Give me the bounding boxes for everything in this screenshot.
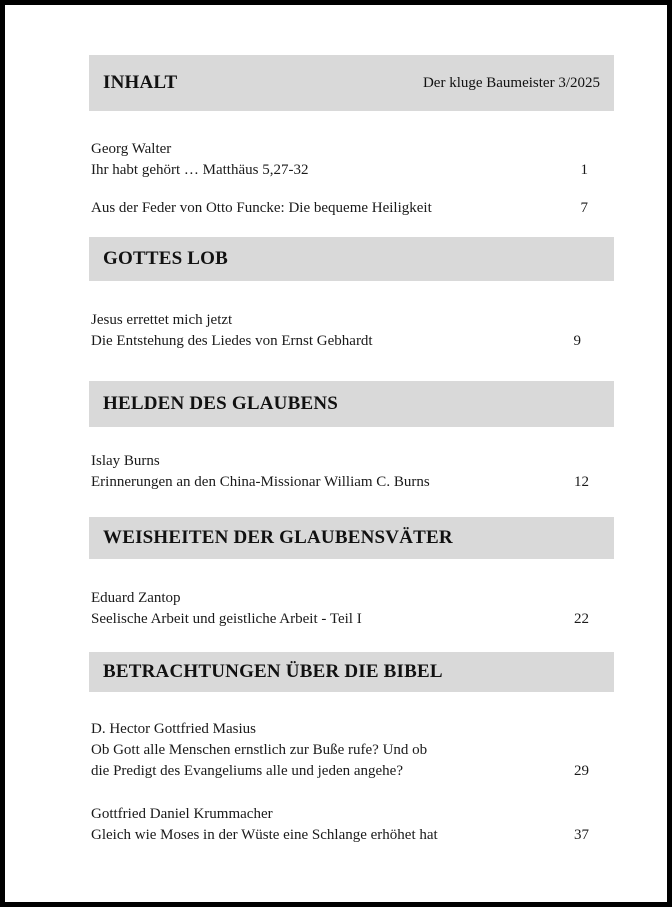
section-title: BETRACHTUNGEN ÜBER DIE BIBEL — [103, 661, 443, 682]
entry-title: Gleich wie Moses in der Wüste eine Schlange erhöhet hat — [91, 827, 438, 843]
toc-entry — [91, 139, 591, 181]
section-band-helden-des-glaubens — [89, 381, 614, 427]
issue-label: Der kluge Baumeister 3/2025 — [422, 74, 600, 91]
toc-entry — [91, 310, 591, 352]
entry-title: Erinnerungen an den China-Missionar William C. Burns — [91, 474, 430, 490]
toc-entry — [91, 451, 591, 493]
entry-author: Gottfried Daniel Krummacher — [91, 806, 273, 822]
entry-page-number: 37 — [574, 827, 589, 843]
entry-title-line2: die Predigt des Evangeliums alle und jeden angehe? — [91, 763, 403, 779]
entry-author: D. Hector Gottfried Masius — [91, 721, 256, 737]
section-title: HELDEN DES GLAUBENS — [103, 393, 339, 414]
toc-entry — [91, 719, 591, 782]
toc-entry — [91, 588, 591, 630]
section-title: WEISHEITEN DER GLAUBENSVÄTER — [103, 527, 453, 548]
entry-page-number: 9 — [573, 333, 581, 349]
entry-page-number: 7 — [580, 200, 588, 216]
entry-author: Islay Burns — [91, 453, 160, 469]
entry-author: Jesus errettet mich jetzt — [91, 312, 233, 328]
entry-title: Die Entstehung des Liedes von Ernst Gebhardt — [91, 333, 373, 349]
entry-title: Ihr habt gehört … Matthäus 5,27-32 — [91, 162, 309, 178]
entry-page-number: 1 — [580, 162, 588, 178]
entry-title: Aus der Feder von Otto Funcke: Die bequeme Heiligkeit — [91, 200, 432, 216]
toc-title: INHALT — [103, 72, 178, 93]
section-title: GOTTES LOB — [103, 248, 229, 269]
entry-author: Eduard Zantop — [91, 590, 181, 606]
entry-title: Seelische Arbeit und geistliche Arbeit - Teil I — [91, 611, 362, 627]
entry-page-number: 22 — [574, 611, 589, 627]
toc-entry — [91, 198, 591, 219]
section-band-weisheiten — [89, 517, 614, 559]
toc-header-band — [89, 55, 614, 111]
entry-page-number: 12 — [574, 474, 589, 490]
entry-page-number: 29 — [574, 763, 589, 779]
toc-entry — [91, 804, 591, 846]
entry-author: Georg Walter — [91, 141, 172, 157]
entry-title-line1: Ob Gott alle Menschen ernstlich zur Buße rufe? Und ob — [91, 742, 428, 758]
section-band-gottes-lob — [89, 237, 614, 281]
section-band-betrachtungen — [89, 652, 614, 692]
